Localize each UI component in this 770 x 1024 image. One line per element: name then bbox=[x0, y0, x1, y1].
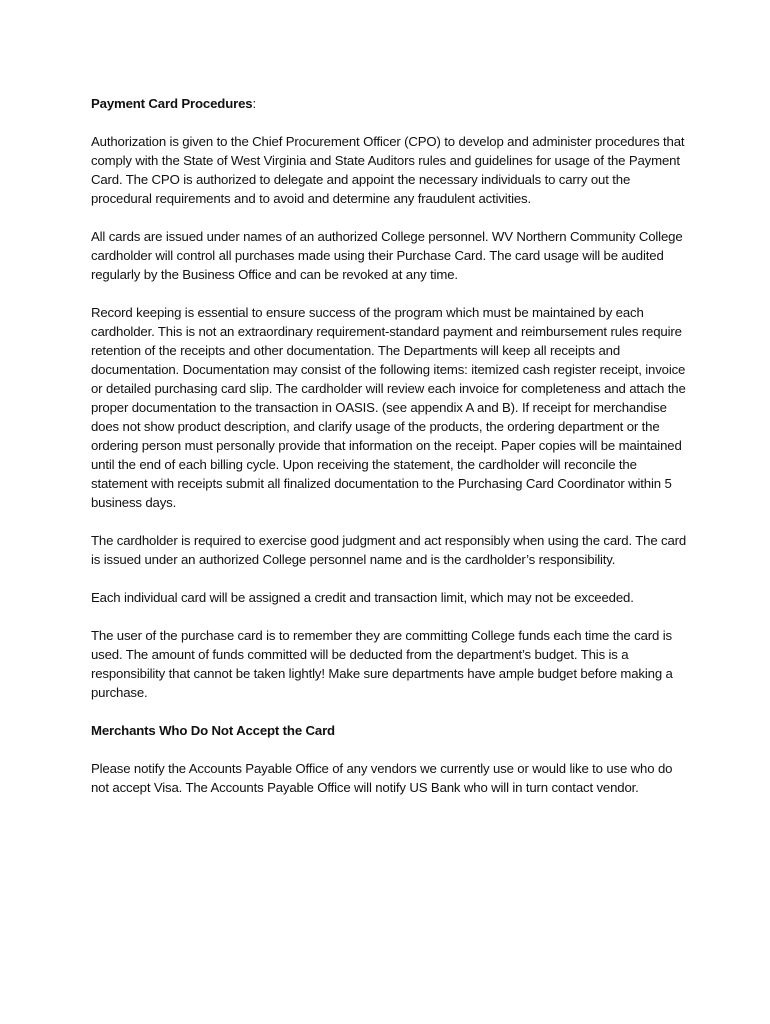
paragraph-authorization: Authorization is given to the Chief Procurement Officer (CPO) to develop and administer procedures that comply with the State of West Virginia and State Auditors rules and guidelines for usage of the Payment Card. The CPO is authorized to delegate and appoint the necessary individuals to carry out the procedural requirements and to avoid and determine any fraudulent activities. bbox=[91, 134, 685, 206]
paragraph-cardholder-responsibility: The cardholder is required to exercise good judgment and act responsibly when using the card. The card is issued under an authorized College personnel name and is the cardholder’s responsibility. bbox=[91, 533, 687, 567]
page-title bbox=[91, 94, 691, 113]
paragraph-notify-accounts-payable: Please notify the Accounts Payable Office of any vendors we currently use or would like to use who do not accept Visa. The Accounts Payable Office will notify US Bank who will in turn contact vendor. bbox=[91, 761, 673, 795]
page-title-colon: : bbox=[252, 96, 256, 111]
document-page bbox=[91, 94, 691, 816]
page-title-text: Payment Card Procedures bbox=[91, 96, 253, 111]
paragraph-college-funds: The user of the purchase card is to remember they are committing College funds each time the card is used. The amount of funds committed will be deducted from the department’s budget. This is a responsibility that cannot be taken lightly! Make sure departments have ample budget before making a purchase. bbox=[91, 628, 673, 700]
paragraph-record-keeping: Record keeping is essential to ensure success of the program which must be maintained by each cardholder. This is not an extraordinary requirement-standard payment and reimbursement rules require retention of the receipts and other documentation. The Departments will keep all receipts and documentation. Documentation may consist of the following items: itemized cash register receipt, invoice or detailed purchasing card slip. The cardholder will review each invoice for completeness and attach the proper documentation to the transaction in OASIS. (see appendix A and B). If receipt for merchandise does not show product description, and clarify usage of the products, the ordering department or the ordering person must personally provide that information on the receipt. Paper copies will be maintained until the end of each billing cycle. Upon receiving the statement, the cardholder will reconcile the statement with receipts submit all finalized documentation to the Purchasing Card Coordinator within 5 business days. bbox=[91, 305, 686, 510]
section-heading-merchants: Merchants Who Do Not Accept the Card bbox=[91, 723, 335, 738]
paragraph-card-issuance: All cards are issued under names of an authorized College personnel. WV Northern Community College cardholder will control all purchases made using their Purchase Card. The card usage will be audited regularly by the Business Office and can be revoked at any time. bbox=[91, 229, 683, 282]
paragraph-credit-limit: Each individual card will be assigned a credit and transaction limit, which may not be exceeded. bbox=[91, 590, 634, 605]
